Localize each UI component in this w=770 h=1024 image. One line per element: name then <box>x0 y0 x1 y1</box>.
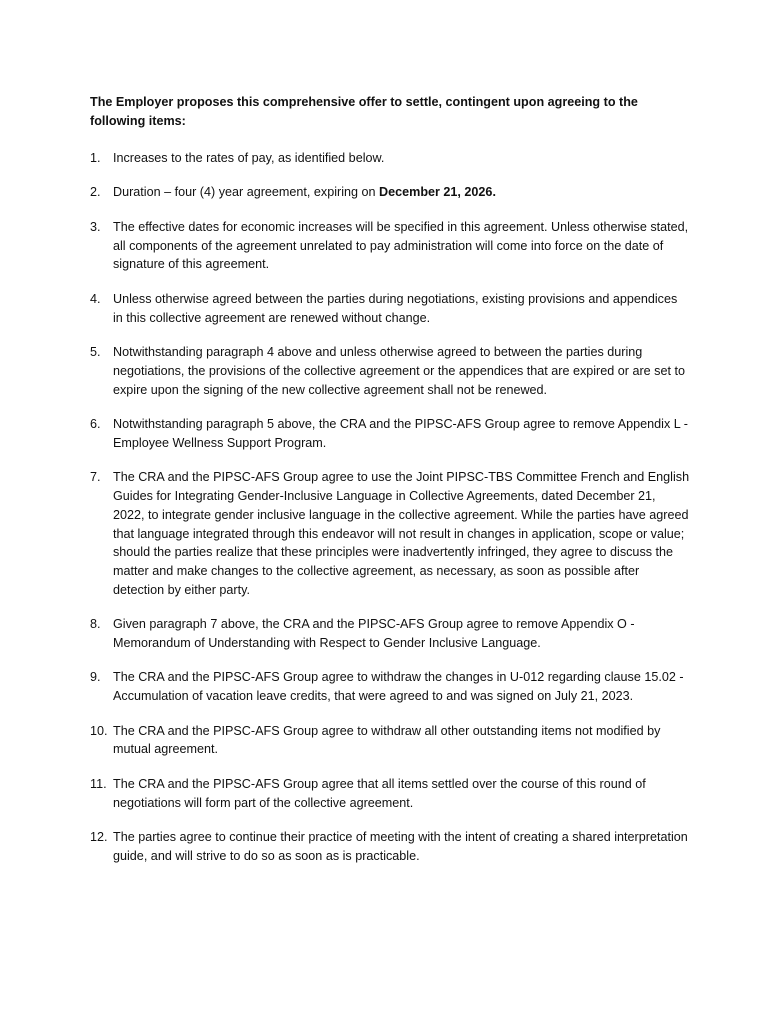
list-item <box>90 415 690 453</box>
item-text: The CRA and the PIPSC-AFS Group agree to withdraw all other outstanding items not modified by mutual agreement. <box>113 723 661 757</box>
item-text: Notwithstanding paragraph 4 above and unless otherwise agreed to between the parties during negotiations, the provisions of the collective agreement or the appendices that are expired or are set to expire upon the signing of the new collective agreement shall not be renewed. <box>113 344 685 397</box>
item-number: 4. <box>90 291 101 306</box>
item-number: 6. <box>90 416 101 431</box>
list-item <box>90 343 690 399</box>
proposal-item-list <box>90 149 690 866</box>
item-text: Duration – four (4) year agreement, expiring on <box>113 185 380 200</box>
item-text: The CRA and the PIPSC-AFS Group agree to use the Joint PIPSC-TBS Committee French and English Guides for Integrating Gender-Inclusive Language in Collective Agreements, dated December 21, 2022, to integrate gender inclusive language in the collective agreement. While the parties have agreed that language integrated through this endeavor will not result in changes in application, scope or value; should the parties realize that these principles were inadvertently infringed, they agree to discuss the matter and make changes to the collective agreement, as necessary, as soon as possible after detection by either party. <box>113 470 690 597</box>
document-page <box>90 93 690 881</box>
item-text: Unless otherwise agreed between the parties during negotiations, existing provisions and appendices in this collective agreement are renewed without change. <box>113 291 678 325</box>
list-item <box>90 149 690 168</box>
item-number: 9. <box>90 670 101 685</box>
list-item <box>90 290 690 328</box>
item-number: 3. <box>90 219 101 234</box>
item-bold-date: December 21, 2026. <box>379 185 496 200</box>
list-item <box>90 722 690 760</box>
item-number: 5. <box>90 344 101 359</box>
item-number: 7. <box>90 470 101 485</box>
item-text: The parties agree to continue their practice of meeting with the intent of creating a shared interpretation guide, and will strive to do so as soon as is practicable. <box>113 830 688 863</box>
list-item <box>90 668 690 706</box>
item-number: 8. <box>90 617 101 632</box>
list-item <box>90 468 690 600</box>
item-text: Given paragraph 7 above, the CRA and the PIPSC-AFS Group agree to remove Appendix O - Memorandum of Understanding with Respect to Gender Inclusive Language. <box>113 617 635 651</box>
item-text: Notwithstanding paragraph 5 above, the CRA and the PIPSC-AFS Group agree to remove Appendix L - Employee Wellness Support Program. <box>113 416 688 450</box>
list-item <box>90 183 690 202</box>
item-number: 12. <box>90 830 108 845</box>
item-number: 10. <box>90 723 108 738</box>
item-number: 1. <box>90 151 101 165</box>
item-text: The CRA and the PIPSC-AFS Group agree to withdraw the changes in U-012 regarding clause 15.02 - Accumulation of vacation leave credits, that were agreed to and was signed on July 21, 2023. <box>113 670 684 704</box>
list-item <box>90 828 690 866</box>
item-text: The effective dates for economic increases will be specified in this agreement. Unless otherwise stated, all components of the agreement unrelated to pay administration will come into force on the date of signature of this agreement. <box>113 219 689 272</box>
list-item <box>90 218 690 274</box>
item-number: 11. <box>90 776 107 791</box>
item-text: The CRA and the PIPSC-AFS Group agree that all items settled over the course of this round of negotiations will form part of the collective agreement. <box>113 776 646 810</box>
item-text: Increases to the rates of pay, as identified below. <box>113 151 385 165</box>
list-item <box>90 775 690 813</box>
list-item <box>90 615 690 653</box>
item-number: 2. <box>90 185 101 200</box>
document-heading: The Employer proposes this comprehensive offer to settle, contingent upon agreeing to the following items: <box>90 95 638 128</box>
